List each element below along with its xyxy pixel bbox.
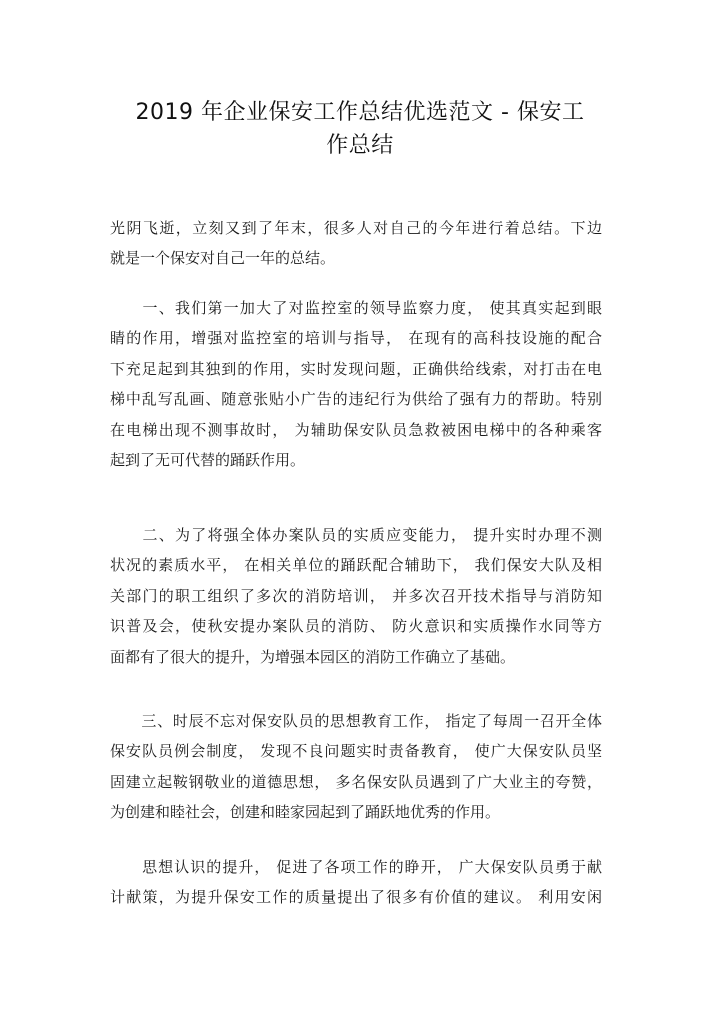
- document-title: [110, 96, 610, 162]
- text-line: 固建立起鞍钢敬业的道德思想， 多名保安队员遇到了广大业主的夸赞，: [110, 772, 602, 791]
- text-line: 思想认识的提升， 促进了各项工作的睁开， 广大保安队员勇于献: [110, 858, 602, 876]
- text-line: 状况的素质水平， 在相关单位的踊跃配合辅助下， 我们保安大队及相: [110, 556, 602, 575]
- text-line: 三、时辰不忘对保安队员的思想教育工作， 指定了每周一召开全体: [110, 712, 602, 730]
- text-line: 为创建和睦社会，创建和睦家园起到了踊跃地优秀的作用。: [110, 803, 501, 822]
- paragraph-1: [110, 293, 602, 475]
- title-line-1: 2019 年企业保安工作总结优选范文 - 保安工: [135, 100, 585, 125]
- text-line: 下充足起到其独到的作用，实时发现问题，正确供给线索，对打击在电: [110, 359, 602, 378]
- text-line: 梯中乱写乱画、随意张贴小广告的违纪行为供给了强有力的帮助。特别: [110, 390, 602, 409]
- text-line: 二、为了将强全体办案队员的实质应变能力， 提升实时办理不测: [110, 526, 602, 544]
- text-line: 识普及会，使秋安提办案队员的消防、 防火意识和实质操作水同等方: [110, 617, 602, 636]
- paragraph-2: [110, 520, 602, 672]
- text-line: 一、我们第一加大了对监控室的领导监察力度， 使其真实起到眼: [110, 299, 602, 317]
- text-line: 光阴飞逝，立刻又到了年末，很多人对自己的今年进行着总结。下边: [110, 219, 602, 237]
- text-line: 保安队员例会制度， 发现不良问题实时责备教育， 使广大保安队员坚: [110, 742, 602, 761]
- paragraph-3: [110, 706, 602, 828]
- paragraph-4: [110, 852, 602, 913]
- text-line: 面都有了很大的提升，为增强本园区的消防工作确立了基础。: [110, 647, 516, 666]
- text-line: 计献策，为提升保安工作的质量提出了很多有价值的建议。 利用安闲: [110, 888, 602, 907]
- text-line: 就是一个保安对自己一年的总结。: [110, 249, 336, 268]
- paragraph-intro: [110, 213, 602, 274]
- title-line-2: 作总结: [326, 133, 394, 158]
- text-line: 在电梯出现不测事故时， 为辅助保安队员急救被困电梯中的各种乘客: [110, 420, 602, 439]
- text-line: 起到了无可代替的踊跃作用。: [110, 450, 306, 469]
- text-line: 关部门的职工组织了多次的消防培训， 并多次召开技术指导与消防知: [110, 586, 602, 605]
- text-line: 睛的作用，增强对监控室的培训与指导， 在现有的高科技设施的配合: [110, 329, 602, 348]
